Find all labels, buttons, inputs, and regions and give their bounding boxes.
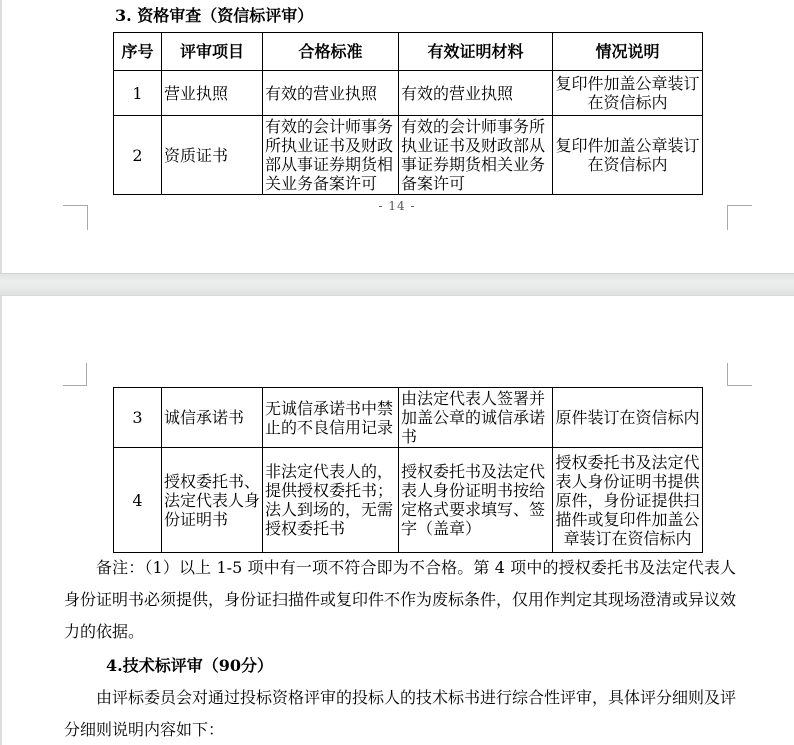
table-header-cell[interactable]: 合格标准 — [263, 33, 399, 71]
table-row — [114, 388, 703, 448]
page-number-footer: - 14 - — [378, 199, 416, 213]
table-cell-standard[interactable]: 无诚信承诺书中禁止的不良信用记录 — [263, 388, 399, 448]
page-break-gap — [0, 273, 794, 296]
table-header-cell[interactable]: 序号 — [114, 33, 162, 71]
table-cell-proof[interactable]: 有效的营业执照 — [399, 71, 553, 116]
body-paragraph[interactable]: 由评标委员会对通过投标资格评审的投标人的技术标书进行综合性评审，具体评分细则及评分细则说明内容如下： — [64, 688, 737, 739]
table-cell-item[interactable]: 授权委托书、法定代表人身份证明书 — [162, 448, 263, 553]
table-cell-note[interactable]: 授权委托书及法定代表人身份证明书提供原件，身份证提供扫描件或复印件加盖公章装订在资信标内 — [553, 448, 703, 553]
table-cell-seq[interactable]: 1 — [114, 71, 162, 116]
table-header-cell[interactable]: 情况说明 — [553, 33, 703, 71]
section-4-heading[interactable]: 4.技术标评审（90分） — [106, 656, 273, 675]
table-cell-proof[interactable]: 由法定代表人签署并加盖公章的诚信承诺书 — [399, 388, 553, 448]
table-cell-item[interactable]: 诚信承诺书 — [162, 388, 263, 448]
table-cell-note[interactable]: 复印件加盖公章装订在资信标内 — [553, 116, 703, 195]
table-cell-seq[interactable]: 2 — [114, 116, 162, 195]
table-cell-standard[interactable]: 有效的营业执照 — [263, 71, 399, 116]
table-header-cell[interactable]: 评审项目 — [162, 33, 263, 71]
page-edge-line — [0, 0, 2, 745]
table-cell-standard[interactable]: 有效的会计师事务所执业证书及财政部从事证券期货相关业务备案许可 — [263, 116, 399, 195]
text-boundary-mark-top-left — [63, 363, 87, 386]
table-cell-seq[interactable]: 4 — [114, 448, 162, 553]
table-cell-proof[interactable]: 有效的会计师事务所执业证书及财政部从事证券期货相关业务备案许可 — [399, 116, 553, 195]
table-cell-item[interactable]: 资质证书 — [162, 116, 263, 195]
table-cell-seq[interactable]: 3 — [114, 388, 162, 448]
table-header-row — [114, 33, 703, 71]
table-cell-proof[interactable]: 授权委托书及法定代表人身份证明书按给定格式要求填写、签字（盖章） — [399, 448, 553, 553]
table-cell-standard[interactable]: 非法定代表人的，提供授权委托书；法人到场的，无需授权委托书 — [263, 448, 399, 553]
qualification-review-table-part2 — [113, 387, 703, 553]
table-row — [114, 116, 703, 195]
qualification-review-table-part1 — [113, 32, 703, 195]
table-cell-item[interactable]: 营业执照 — [162, 71, 263, 116]
table-row — [114, 448, 703, 553]
table-row — [114, 71, 703, 116]
text-boundary-mark-bottom-right — [727, 205, 752, 230]
table-header-cell[interactable]: 有效证明材料 — [399, 33, 553, 71]
section-3-heading[interactable]: 3. 资格审查（资信标评审） — [115, 6, 314, 25]
text-boundary-mark-top-right — [727, 363, 752, 386]
text-boundary-mark-bottom-left — [63, 205, 88, 230]
remark-paragraph[interactable]: 备注：（1）以上 1-5 项中有一项不符合即为不合格。第 4 项中的授权委托书及法定代表人身份证明书必须提供，身份证扫描件或复印件不作为废标条件，仅用作判定其现场澄清或异议效力的依据。 — [64, 558, 737, 641]
table-cell-note[interactable]: 复印件加盖公章装订在资信标内 — [553, 71, 703, 116]
table-cell-note[interactable]: 原件装订在资信标内 — [553, 388, 703, 448]
